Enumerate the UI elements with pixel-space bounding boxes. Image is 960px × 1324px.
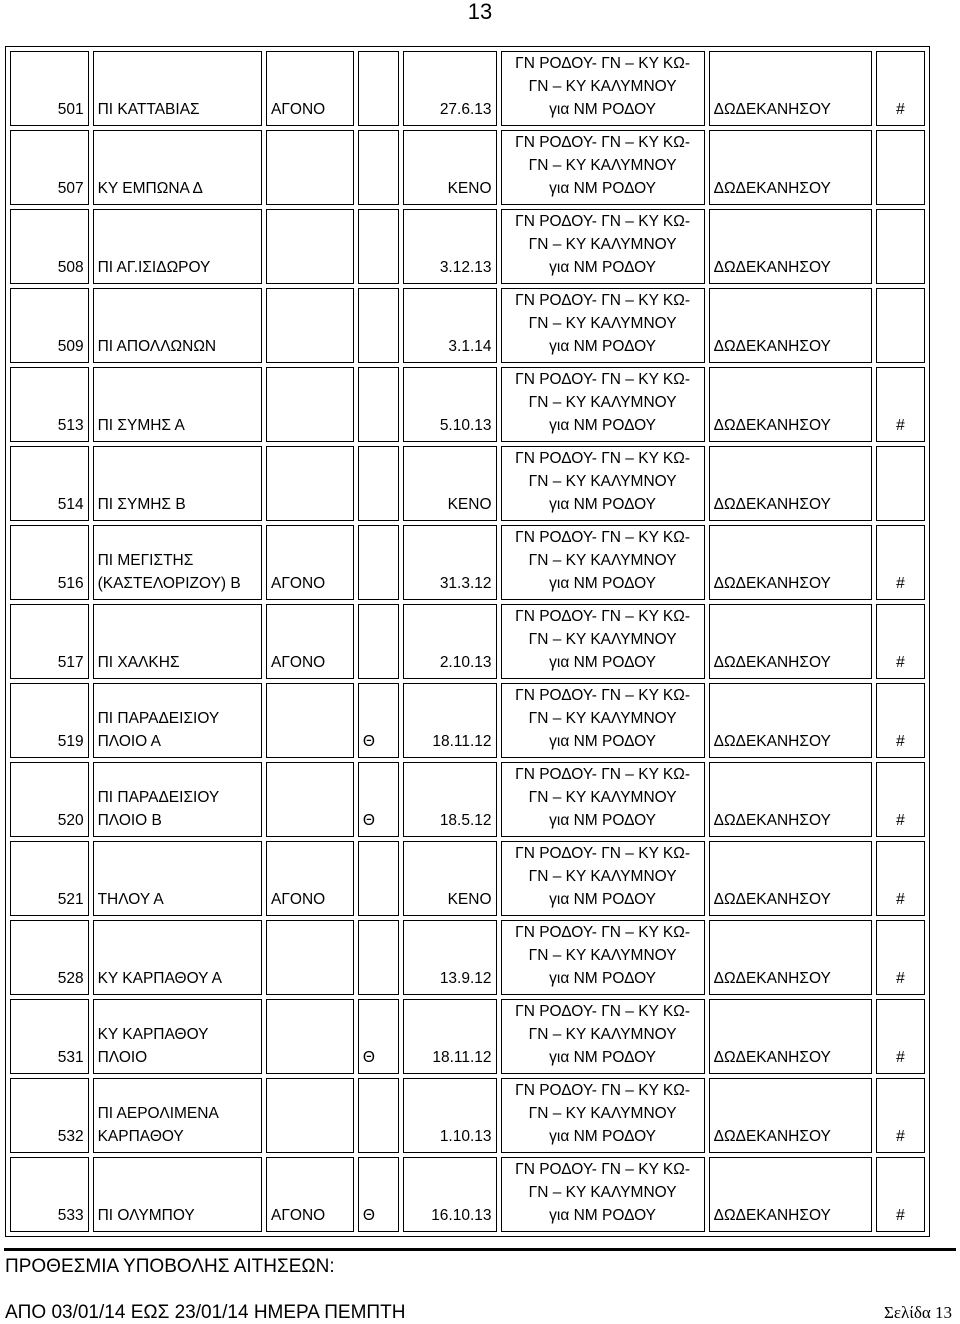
hash-mark xyxy=(876,446,925,521)
region: ΔΩΔΕΚΑΝΗΣΟΥ xyxy=(709,841,872,916)
unit-name xyxy=(93,367,262,442)
referral-line: ΓΝ – ΚΥ ΚΑΛΥΜΝΟΥ xyxy=(528,78,677,95)
region: ΔΩΔΕΚΑΝΗΣΟΥ xyxy=(709,604,872,679)
page-label: Σελίδα 13 xyxy=(883,1303,952,1322)
unit-name-line: (ΚΑΣΤΕΛΟΡΙΖΟΥ) Β xyxy=(97,575,241,592)
area-type xyxy=(266,1078,354,1153)
deadline-title: ΠΡΟΘΕΣΜΙΑ ΥΠΟΒΟΛΗΣ ΑΙΤΗΣΕΩΝ: xyxy=(5,1256,335,1277)
unit-name-line: ΠΛΟΙΟ xyxy=(97,1049,148,1066)
area-type: ΑΓΟΝΟ xyxy=(266,525,354,600)
referral-line: για ΝΜ ΡΟΔΟΥ xyxy=(549,812,657,829)
unit-name xyxy=(93,999,262,1074)
table-row xyxy=(10,288,925,363)
table-row xyxy=(10,130,925,205)
theta-mark: Θ xyxy=(358,1157,399,1232)
referral-line: για ΝΜ ΡΟΔΟΥ xyxy=(549,575,657,592)
referral-hospitals xyxy=(501,209,705,284)
referral-line: ΓΝ – ΚΥ ΚΑΛΥΜΝΟΥ xyxy=(528,394,677,411)
vacancy-date: 16.10.13 xyxy=(403,1157,497,1232)
positions-table xyxy=(5,46,930,1237)
vacancy-date: 5.10.13 xyxy=(403,367,497,442)
vacancy-date: ΚΕΝΟ xyxy=(403,446,497,521)
position-code: 507 xyxy=(10,130,89,205)
theta-mark: Θ xyxy=(358,683,399,758)
region: ΔΩΔΕΚΑΝΗΣΟΥ xyxy=(709,51,872,126)
hash-mark: # xyxy=(876,683,925,758)
referral-hospitals xyxy=(501,1157,705,1232)
unit-name-line: ΚΑΡΠΑΘΟΥ xyxy=(97,1128,184,1145)
referral-line: για ΝΜ ΡΟΔΟΥ xyxy=(549,891,657,908)
referral-line: ΓΝ ΡΟΔΟΥ- ΓΝ – ΚΥ ΚΩ- xyxy=(515,924,691,941)
referral-line: ΓΝ ΡΟΔΟΥ- ΓΝ – ΚΥ ΚΩ- xyxy=(515,766,691,783)
referral-line: για ΝΜ ΡΟΔΟΥ xyxy=(549,417,657,434)
region: ΔΩΔΕΚΑΝΗΣΟΥ xyxy=(709,1078,872,1153)
theta-mark xyxy=(358,525,399,600)
theta-mark xyxy=(358,367,399,442)
position-code: 508 xyxy=(10,209,89,284)
hash-mark: # xyxy=(876,841,925,916)
theta-mark xyxy=(358,130,399,205)
theta-mark xyxy=(358,841,399,916)
vacancy-date: 3.1.14 xyxy=(403,288,497,363)
unit-name-line: ΠΙ ΠΑΡΑΔΕΙΣΙΟΥ xyxy=(97,710,220,727)
hash-mark: # xyxy=(876,1157,925,1232)
unit-name-line: ΠΙ ΑΓ.ΙΣΙΔΩΡΟΥ xyxy=(97,259,211,276)
table-row xyxy=(10,367,925,442)
referral-line: ΓΝ – ΚΥ ΚΑΛΥΜΝΟΥ xyxy=(528,710,677,727)
referral-line: για ΝΜ ΡΟΔΟΥ xyxy=(549,180,657,197)
unit-name xyxy=(93,446,262,521)
referral-line: ΓΝ ΡΟΔΟΥ- ΓΝ – ΚΥ ΚΩ- xyxy=(515,608,691,625)
unit-name xyxy=(93,920,262,995)
theta-mark: Θ xyxy=(358,999,399,1074)
area-type xyxy=(266,446,354,521)
area-type xyxy=(266,999,354,1074)
table-row xyxy=(10,1157,925,1232)
unit-name-line: ΠΙ ΚΑΤΤΑΒΙΑΣ xyxy=(97,101,200,118)
referral-line: ΓΝ ΡΟΔΟΥ- ΓΝ – ΚΥ ΚΩ- xyxy=(515,292,691,309)
area-type xyxy=(266,367,354,442)
theta-mark xyxy=(358,446,399,521)
area-type xyxy=(266,683,354,758)
area-type xyxy=(266,762,354,837)
theta-mark: Θ xyxy=(358,762,399,837)
hash-mark: # xyxy=(876,525,925,600)
unit-name xyxy=(93,130,262,205)
table-row xyxy=(10,999,925,1074)
unit-name-line: ΚΥ ΕΜΠΩΝΑ Δ xyxy=(97,180,203,197)
unit-name xyxy=(93,841,262,916)
position-code: 521 xyxy=(10,841,89,916)
referral-line: ΓΝ ΡΟΔΟΥ- ΓΝ – ΚΥ ΚΩ- xyxy=(515,450,691,467)
unit-name xyxy=(93,683,262,758)
table-row xyxy=(10,762,925,837)
deadline-dates: ΑΠΟ 03/01/14 ΕΩΣ 23/01/14 ΗΜΕΡΑ ΠΕΜΠΤΗ xyxy=(5,1302,406,1323)
referral-line: ΓΝ ΡΟΔΟΥ- ΓΝ – ΚΥ ΚΩ- xyxy=(515,213,691,230)
hash-mark: # xyxy=(876,999,925,1074)
table-row xyxy=(10,920,925,995)
referral-line: ΓΝ – ΚΥ ΚΑΛΥΜΝΟΥ xyxy=(528,1026,677,1043)
region: ΔΩΔΕΚΑΝΗΣΟΥ xyxy=(709,130,872,205)
referral-hospitals xyxy=(501,1078,705,1153)
theta-mark xyxy=(358,920,399,995)
vacancy-date: ΚΕΝΟ xyxy=(403,130,497,205)
referral-hospitals xyxy=(501,367,705,442)
unit-name xyxy=(93,209,262,284)
position-code: 516 xyxy=(10,525,89,600)
referral-line: ΓΝ ΡΟΔΟΥ- ΓΝ – ΚΥ ΚΩ- xyxy=(515,845,691,862)
position-code: 532 xyxy=(10,1078,89,1153)
referral-hospitals xyxy=(501,841,705,916)
area-type xyxy=(266,288,354,363)
referral-line: ΓΝ ΡΟΔΟΥ- ΓΝ – ΚΥ ΚΩ- xyxy=(515,371,691,388)
referral-hospitals xyxy=(501,999,705,1074)
theta-mark xyxy=(358,209,399,284)
position-code: 531 xyxy=(10,999,89,1074)
vacancy-date: ΚΕΝΟ xyxy=(403,841,497,916)
referral-line: ΓΝ ΡΟΔΟΥ- ΓΝ – ΚΥ ΚΩ- xyxy=(515,1003,691,1020)
region: ΔΩΔΕΚΑΝΗΣΟΥ xyxy=(709,762,872,837)
theta-mark xyxy=(358,51,399,126)
table-row xyxy=(10,683,925,758)
region: ΔΩΔΕΚΑΝΗΣΟΥ xyxy=(709,288,872,363)
theta-mark xyxy=(358,604,399,679)
position-code: 528 xyxy=(10,920,89,995)
referral-line: για ΝΜ ΡΟΔΟΥ xyxy=(549,970,657,987)
unit-name-line: ΤΗΛΟΥ Α xyxy=(97,891,164,908)
table-row xyxy=(10,209,925,284)
unit-name-line: ΠΙ ΑΕΡΟΛΙΜΕΝΑ xyxy=(97,1105,219,1122)
unit-name-line: ΠΙ ΑΠΟΛΛΩΝΩΝ xyxy=(97,338,217,355)
unit-name xyxy=(93,1078,262,1153)
area-type: ΑΓΟΝΟ xyxy=(266,51,354,126)
page-number: 13 xyxy=(467,0,493,24)
position-code: 533 xyxy=(10,1157,89,1232)
referral-line: για ΝΜ ΡΟΔΟΥ xyxy=(549,338,657,355)
hash-mark: # xyxy=(876,1078,925,1153)
hash-mark xyxy=(876,209,925,284)
vacancy-date: 18.5.12 xyxy=(403,762,497,837)
referral-hospitals xyxy=(501,130,705,205)
vacancy-date: 1.10.13 xyxy=(403,1078,497,1153)
unit-name-line: ΚΥ ΚΑΡΠΑΘΟΥ xyxy=(97,1026,209,1043)
table-row xyxy=(10,525,925,600)
referral-line: ΓΝ – ΚΥ ΚΑΛΥΜΝΟΥ xyxy=(528,315,677,332)
unit-name-line: ΠΙ ΟΛΥΜΠΟΥ xyxy=(97,1207,195,1224)
unit-name-line: ΚΥ ΚΑΡΠΑΘΟΥ Α xyxy=(97,970,222,987)
unit-name xyxy=(93,51,262,126)
hash-mark: # xyxy=(876,604,925,679)
referral-line: για ΝΜ ΡΟΔΟΥ xyxy=(549,654,657,671)
table-row xyxy=(10,446,925,521)
unit-name-line: ΠΛΟΙΟ Α xyxy=(97,733,162,750)
referral-line: ΓΝ ΡΟΔΟΥ- ΓΝ – ΚΥ ΚΩ- xyxy=(515,529,691,546)
referral-hospitals xyxy=(501,525,705,600)
referral-line: για ΝΜ ΡΟΔΟΥ xyxy=(549,496,657,513)
referral-line: για ΝΜ ΡΟΔΟΥ xyxy=(549,1049,657,1066)
hash-mark xyxy=(876,288,925,363)
position-code: 520 xyxy=(10,762,89,837)
referral-line: ΓΝ – ΚΥ ΚΑΛΥΜΝΟΥ xyxy=(528,631,677,648)
unit-name-line: ΠΙ ΣΥΜΗΣ Β xyxy=(97,496,186,513)
area-type xyxy=(266,209,354,284)
vacancy-date: 27.6.13 xyxy=(403,51,497,126)
unit-name xyxy=(93,762,262,837)
hash-mark: # xyxy=(876,762,925,837)
unit-name xyxy=(93,525,262,600)
referral-hospitals xyxy=(501,604,705,679)
vacancy-date: 31.3.12 xyxy=(403,525,497,600)
unit-name-line: ΠΛΟΙΟ Β xyxy=(97,812,162,829)
area-type: ΑΓΟΝΟ xyxy=(266,1157,354,1232)
position-code: 509 xyxy=(10,288,89,363)
region: ΔΩΔΕΚΑΝΗΣΟΥ xyxy=(709,999,872,1074)
unit-name-line: ΠΙ ΣΥΜΗΣ Α xyxy=(97,417,185,434)
hash-mark: # xyxy=(876,920,925,995)
position-code: 501 xyxy=(10,51,89,126)
table-row xyxy=(10,841,925,916)
vacancy-date: 18.11.12 xyxy=(403,999,497,1074)
position-code: 517 xyxy=(10,604,89,679)
referral-line: για ΝΜ ΡΟΔΟΥ xyxy=(549,259,657,276)
hash-mark: # xyxy=(876,51,925,126)
referral-line: ΓΝ ΡΟΔΟΥ- ΓΝ – ΚΥ ΚΩ- xyxy=(515,55,691,72)
unit-name-line: ΠΙ ΜΕΓΙΣΤΗΣ xyxy=(97,552,194,569)
footer-divider xyxy=(4,1248,956,1251)
referral-line: ΓΝ – ΚΥ ΚΑΛΥΜΝΟΥ xyxy=(528,868,677,885)
area-type: ΑΓΟΝΟ xyxy=(266,604,354,679)
theta-mark xyxy=(358,1078,399,1153)
area-type xyxy=(266,920,354,995)
referral-line: για ΝΜ ΡΟΔΟΥ xyxy=(549,733,657,750)
vacancy-date: 18.11.12 xyxy=(403,683,497,758)
referral-line: ΓΝ – ΚΥ ΚΑΛΥΜΝΟΥ xyxy=(528,789,677,806)
referral-line: ΓΝ ΡΟΔΟΥ- ΓΝ – ΚΥ ΚΩ- xyxy=(515,687,691,704)
table-row xyxy=(10,51,925,126)
position-code: 519 xyxy=(10,683,89,758)
position-code: 514 xyxy=(10,446,89,521)
referral-line: ΓΝ – ΚΥ ΚΑΛΥΜΝΟΥ xyxy=(528,473,677,490)
region: ΔΩΔΕΚΑΝΗΣΟΥ xyxy=(709,209,872,284)
area-type xyxy=(266,130,354,205)
position-code: 513 xyxy=(10,367,89,442)
region: ΔΩΔΕΚΑΝΗΣΟΥ xyxy=(709,446,872,521)
hash-mark xyxy=(876,130,925,205)
theta-mark xyxy=(358,288,399,363)
region: ΔΩΔΕΚΑΝΗΣΟΥ xyxy=(709,525,872,600)
unit-name-line: ΠΙ ΠΑΡΑΔΕΙΣΙΟΥ xyxy=(97,789,220,806)
vacancy-date: 2.10.13 xyxy=(403,604,497,679)
table-row xyxy=(10,604,925,679)
referral-line: για ΝΜ ΡΟΔΟΥ xyxy=(549,101,657,118)
referral-line: για ΝΜ ΡΟΔΟΥ xyxy=(549,1128,657,1145)
referral-line: ΓΝ – ΚΥ ΚΑΛΥΜΝΟΥ xyxy=(528,1105,677,1122)
referral-line: ΓΝ – ΚΥ ΚΑΛΥΜΝΟΥ xyxy=(528,947,677,964)
referral-line: ΓΝ – ΚΥ ΚΑΛΥΜΝΟΥ xyxy=(528,236,677,253)
referral-hospitals xyxy=(501,683,705,758)
vacancy-date: 13.9.12 xyxy=(403,920,497,995)
referral-hospitals xyxy=(501,762,705,837)
hash-mark: # xyxy=(876,367,925,442)
unit-name xyxy=(93,1157,262,1232)
referral-line: ΓΝ – ΚΥ ΚΑΛΥΜΝΟΥ xyxy=(528,1184,677,1201)
referral-hospitals xyxy=(501,920,705,995)
referral-line: ΓΝ ΡΟΔΟΥ- ΓΝ – ΚΥ ΚΩ- xyxy=(515,134,691,151)
region: ΔΩΔΕΚΑΝΗΣΟΥ xyxy=(709,367,872,442)
region: ΔΩΔΕΚΑΝΗΣΟΥ xyxy=(709,1157,872,1232)
referral-line: ΓΝ – ΚΥ ΚΑΛΥΜΝΟΥ xyxy=(528,552,677,569)
referral-hospitals xyxy=(501,51,705,126)
referral-line: για ΝΜ ΡΟΔΟΥ xyxy=(549,1207,657,1224)
unit-name xyxy=(93,604,262,679)
region: ΔΩΔΕΚΑΝΗΣΟΥ xyxy=(709,920,872,995)
referral-hospitals xyxy=(501,288,705,363)
referral-hospitals xyxy=(501,446,705,521)
unit-name-line: ΠΙ ΧΑΛΚΗΣ xyxy=(97,654,180,671)
referral-line: ΓΝ – ΚΥ ΚΑΛΥΜΝΟΥ xyxy=(528,157,677,174)
unit-name xyxy=(93,288,262,363)
referral-line: ΓΝ ΡΟΔΟΥ- ΓΝ – ΚΥ ΚΩ- xyxy=(515,1082,691,1099)
area-type: ΑΓΟΝΟ xyxy=(266,841,354,916)
table-row xyxy=(10,1078,925,1153)
region: ΔΩΔΕΚΑΝΗΣΟΥ xyxy=(709,683,872,758)
referral-line: ΓΝ ΡΟΔΟΥ- ΓΝ – ΚΥ ΚΩ- xyxy=(515,1161,691,1178)
vacancy-date: 3.12.13 xyxy=(403,209,497,284)
